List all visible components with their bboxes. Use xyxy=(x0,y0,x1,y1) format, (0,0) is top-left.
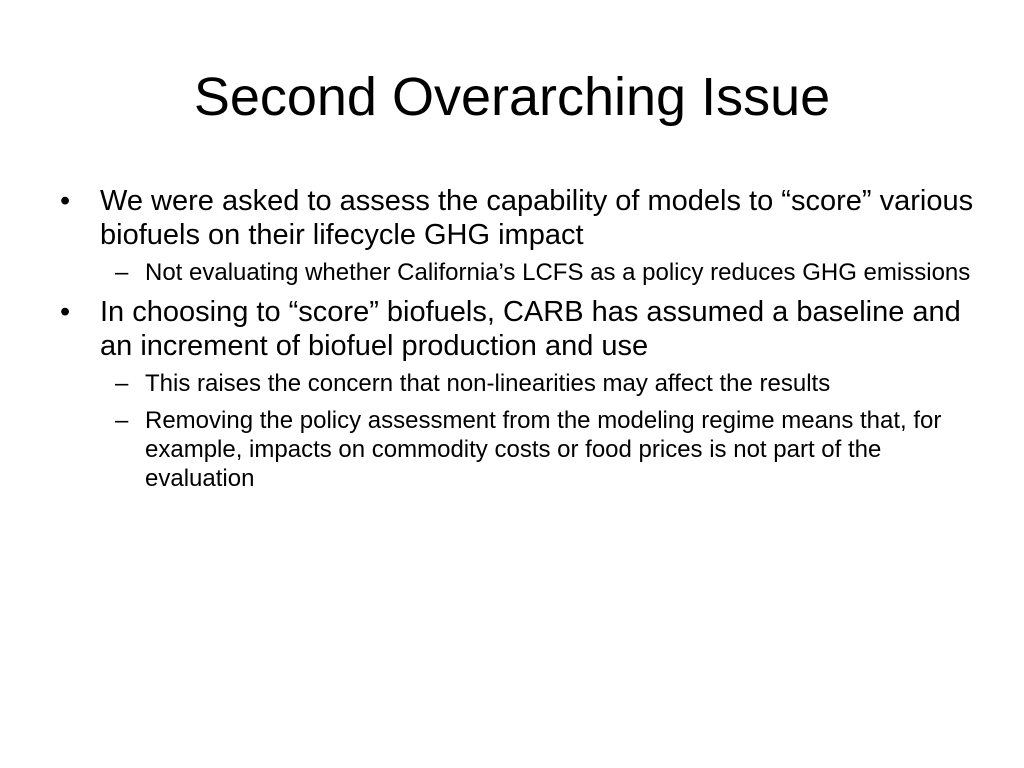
dash-marker: – xyxy=(115,407,129,434)
bullet-1-sub-1 xyxy=(60,258,980,287)
dash-marker: – xyxy=(115,259,129,286)
bullet-2-sub-2 xyxy=(60,406,980,493)
slide-body xyxy=(60,184,980,501)
bullet-2 xyxy=(60,295,980,363)
bullet-marker: • xyxy=(60,296,71,328)
bullet-2-sub-1-text: This raises the concern that non-linearities may affect the results xyxy=(145,370,831,397)
bullet-1-sub-1-text: Not evaluating whether California’s LCFS as a policy reduces GHG emissions xyxy=(145,259,971,286)
bullet-1-text: We were asked to assess the capability of models to “score” various biofuels on their lifecycle GHG impact xyxy=(100,185,974,251)
bullet-2-sub-1 xyxy=(60,369,980,398)
bullet-1 xyxy=(60,184,980,252)
bullet-2-sub-2-text: Removing the policy assessment from the modeling regime means that, for example, impacts on commodity costs or food prices is not part of the evaluation xyxy=(145,407,942,492)
dash-marker: – xyxy=(115,370,129,397)
slide-title: Second Overarching Issue xyxy=(193,67,831,127)
bullet-marker: • xyxy=(60,185,71,217)
bullet-2-text: In choosing to “score” biofuels, CARB has assumed a baseline and an increment of biofuel production and use xyxy=(100,296,961,362)
